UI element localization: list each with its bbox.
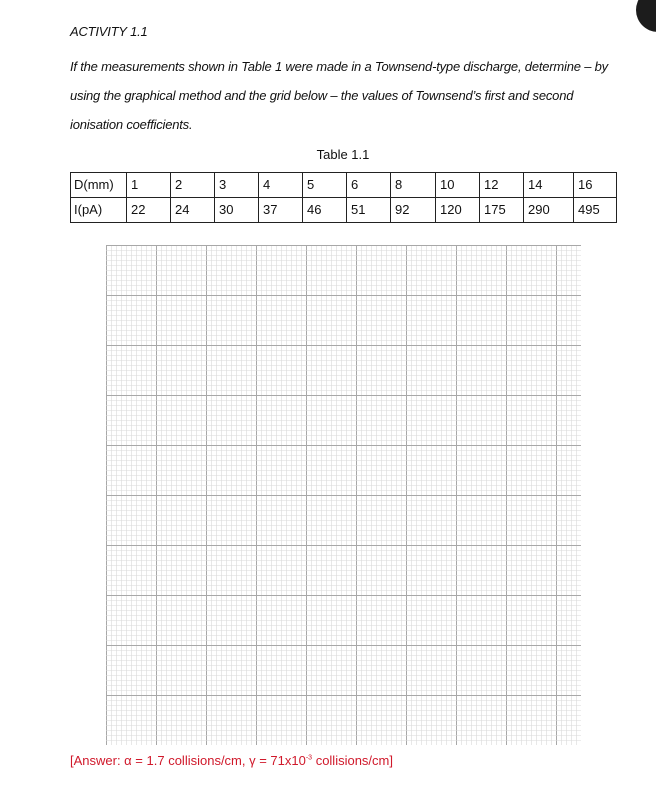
table-caption: Table 1.1 (316, 147, 370, 162)
table-cell: 30 (215, 198, 259, 223)
data-table (70, 172, 617, 223)
table-cell: 14 (524, 173, 574, 198)
table-cell: 1 (127, 173, 171, 198)
graph-paper-grid (106, 245, 581, 745)
table-cell: 120 (436, 198, 480, 223)
activity-title: ACTIVITY 1.1 (70, 24, 148, 39)
answer-prefix: [Answer: α = 1.7 collisions/cm, γ = 71x10 (70, 753, 306, 768)
table-cell: 6 (347, 173, 391, 198)
row-label-distance: D(mm) (71, 173, 127, 198)
answer-text (70, 753, 393, 768)
table-cell: 37 (259, 198, 303, 223)
table-cell: 2 (171, 173, 215, 198)
table-cell: 175 (480, 198, 524, 223)
table-cell: 16 (574, 173, 617, 198)
table-cell: 10 (436, 173, 480, 198)
table-cell: 4 (259, 173, 303, 198)
table-cell: 12 (480, 173, 524, 198)
table-row-current (71, 198, 617, 223)
table-cell: 92 (391, 198, 436, 223)
table-cell: 22 (127, 198, 171, 223)
answer-suffix: collisions/cm] (312, 753, 393, 768)
table-cell: 8 (391, 173, 436, 198)
page-corner-mark (636, 0, 656, 32)
table-cell: 290 (524, 198, 574, 223)
table-cell: 46 (303, 198, 347, 223)
activity-instructions: If the measurements shown in Table 1 were made in a Townsend-type discharge, determine – by using the graphical method and the grid below – the values of Townsend’s first and second ionisation coefficients. (70, 59, 608, 132)
table-cell: 24 (171, 198, 215, 223)
table-cell: 5 (303, 173, 347, 198)
table-cell: 495 (574, 198, 617, 223)
table-cell: 3 (215, 173, 259, 198)
row-label-current: I(pA) (71, 198, 127, 223)
answer-exponent: -3 (305, 754, 313, 762)
table-row-distance (71, 173, 617, 198)
table-cell: 51 (347, 198, 391, 223)
